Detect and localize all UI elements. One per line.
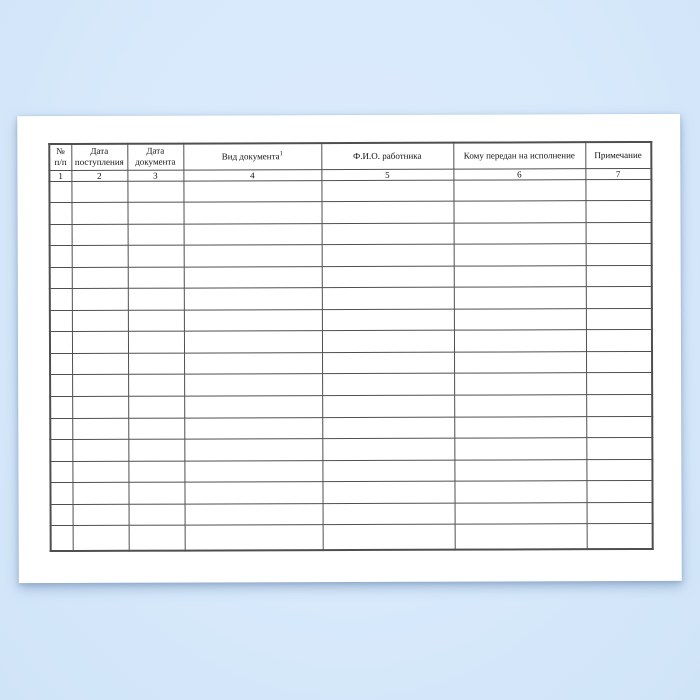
empty-cell <box>455 524 587 550</box>
empty-cell <box>128 439 184 461</box>
empty-cell <box>128 245 184 267</box>
empty-cell <box>72 267 128 289</box>
empty-cell <box>51 504 73 526</box>
empty-cell <box>50 418 72 440</box>
empty-cell <box>129 525 185 550</box>
empty-cell <box>321 180 453 202</box>
empty-row <box>51 502 653 526</box>
empty-cell <box>184 417 322 439</box>
empty-cell <box>454 222 586 244</box>
empty-cell <box>454 352 586 374</box>
empty-cell <box>72 439 128 461</box>
empty-cell <box>128 461 184 483</box>
empty-cell <box>183 202 321 224</box>
table-body <box>49 179 652 551</box>
empty-row <box>50 459 652 483</box>
empty-cell <box>185 525 323 551</box>
empty-cell <box>586 373 652 395</box>
empty-cell <box>454 459 586 481</box>
empty-row <box>50 287 652 311</box>
empty-cell <box>586 330 652 352</box>
empty-cell <box>585 179 651 201</box>
empty-cell <box>586 351 652 373</box>
empty-cell <box>128 310 184 332</box>
empty-cell <box>586 308 652 330</box>
empty-cell <box>72 224 128 246</box>
empty-cell <box>72 245 128 267</box>
empty-cell <box>454 265 586 287</box>
empty-cell <box>127 181 183 203</box>
empty-cell <box>184 223 322 245</box>
document-page <box>17 114 682 583</box>
empty-cell <box>586 481 652 503</box>
empty-cell <box>49 181 71 203</box>
empty-row <box>50 394 652 418</box>
empty-cell <box>72 396 128 418</box>
empty-cell <box>454 395 586 417</box>
empty-cell <box>50 267 72 289</box>
empty-cell <box>322 244 454 266</box>
empty-cell <box>72 418 128 440</box>
empty-cell <box>322 481 454 503</box>
empty-cell <box>50 375 72 397</box>
empty-cell <box>50 483 72 505</box>
empty-cell <box>184 352 322 374</box>
empty-cell <box>586 265 652 287</box>
column-number-cell: 3 <box>127 170 183 181</box>
empty-cell <box>184 245 322 267</box>
header-row <box>49 142 651 170</box>
column-header-employee-name: Ф.И.О. работника <box>321 143 453 169</box>
empty-cell <box>50 396 72 418</box>
empty-cell <box>73 504 129 526</box>
empty-cell <box>127 202 183 224</box>
empty-row <box>50 351 652 375</box>
empty-row <box>50 330 652 354</box>
empty-cell <box>184 331 322 353</box>
column-number-cell: 5 <box>321 169 453 180</box>
empty-cell <box>322 223 454 245</box>
column-header-document-type <box>183 143 321 169</box>
empty-cell <box>586 459 652 481</box>
empty-cell <box>128 482 184 504</box>
empty-cell <box>129 504 185 526</box>
empty-cell <box>72 310 128 332</box>
empty-cell <box>586 438 652 460</box>
empty-row <box>51 524 653 551</box>
empty-cell <box>185 503 323 525</box>
empty-cell <box>184 309 322 331</box>
empty-row <box>49 179 651 203</box>
empty-cell <box>72 332 128 354</box>
empty-cell <box>586 222 652 244</box>
column-header-date-of-document: Дата документа <box>127 144 183 170</box>
empty-cell <box>184 288 322 310</box>
empty-cell <box>587 502 653 524</box>
empty-cell <box>587 524 653 549</box>
empty-cell <box>72 461 128 483</box>
empty-cell <box>184 439 322 461</box>
empty-row <box>50 373 652 397</box>
empty-cell <box>128 353 184 375</box>
empty-cell <box>50 440 72 462</box>
empty-cell <box>453 179 585 201</box>
empty-cell <box>72 353 128 375</box>
empty-cell <box>321 201 453 223</box>
empty-cell <box>128 418 184 440</box>
empty-cell <box>72 375 128 397</box>
empty-cell <box>184 266 322 288</box>
empty-cell <box>50 353 72 375</box>
column-header-notes: Примечание <box>585 142 651 168</box>
column-header-date-received: Дата поступления <box>71 144 127 170</box>
empty-cell <box>322 374 454 396</box>
column-header-assigned-to: Кому передан на исполнение <box>453 142 585 168</box>
empty-cell <box>71 181 127 203</box>
empty-cell <box>454 373 586 395</box>
column-number-cell: 6 <box>453 168 585 179</box>
empty-row <box>50 481 652 505</box>
empty-cell <box>128 288 184 310</box>
empty-cell <box>184 396 322 418</box>
empty-cell <box>73 526 129 551</box>
empty-cell <box>184 460 322 482</box>
empty-cell <box>50 289 72 311</box>
footnote-superscript: 1 <box>279 149 283 157</box>
empty-cell <box>72 289 128 311</box>
column-number-cell: 2 <box>71 170 127 181</box>
empty-cell <box>128 224 184 246</box>
empty-cell <box>50 224 72 246</box>
empty-cell <box>322 395 454 417</box>
empty-cell <box>453 201 585 223</box>
empty-cell <box>322 417 454 439</box>
empty-cell <box>322 287 454 309</box>
empty-cell <box>322 309 454 331</box>
empty-row <box>50 222 652 246</box>
empty-cell <box>454 330 586 352</box>
empty-cell <box>454 308 586 330</box>
column-number-cell: 1 <box>49 170 71 181</box>
empty-cell <box>50 246 72 268</box>
empty-row <box>49 200 651 224</box>
empty-cell <box>322 460 454 482</box>
empty-row <box>50 438 652 462</box>
empty-cell <box>323 503 455 525</box>
empty-cell <box>454 481 586 503</box>
empty-cell <box>586 416 652 438</box>
empty-cell <box>128 396 184 418</box>
empty-cell <box>71 202 127 224</box>
empty-cell <box>455 502 587 524</box>
empty-cell <box>454 244 586 266</box>
registration-log-table <box>48 141 653 552</box>
empty-cell <box>183 180 321 202</box>
empty-cell <box>454 416 586 438</box>
empty-cell <box>454 287 586 309</box>
empty-cell <box>51 526 73 551</box>
empty-row <box>50 308 652 332</box>
empty-cell <box>586 394 652 416</box>
empty-cell <box>49 203 71 225</box>
empty-cell <box>322 352 454 374</box>
empty-cell <box>128 374 184 396</box>
empty-cell <box>72 482 128 504</box>
empty-cell <box>586 287 652 309</box>
empty-cell <box>184 482 322 504</box>
empty-cell <box>184 374 322 396</box>
empty-cell <box>128 267 184 289</box>
empty-cell <box>323 524 455 550</box>
empty-cell <box>128 331 184 353</box>
empty-cell <box>585 200 651 222</box>
empty-row <box>50 416 652 440</box>
empty-cell <box>322 330 454 352</box>
empty-cell <box>322 266 454 288</box>
empty-cell <box>454 438 586 460</box>
empty-cell <box>50 332 72 354</box>
empty-cell <box>586 244 652 266</box>
empty-cell <box>50 310 72 332</box>
column-number-cell: 7 <box>585 168 651 179</box>
column-header-document-type-label: Вид документа <box>221 150 280 162</box>
empty-cell <box>50 461 72 483</box>
empty-cell <box>322 438 454 460</box>
empty-row <box>50 244 652 268</box>
empty-row <box>50 265 652 289</box>
column-number-cell: 4 <box>183 169 321 180</box>
column-header-no: № п/п <box>49 144 71 170</box>
